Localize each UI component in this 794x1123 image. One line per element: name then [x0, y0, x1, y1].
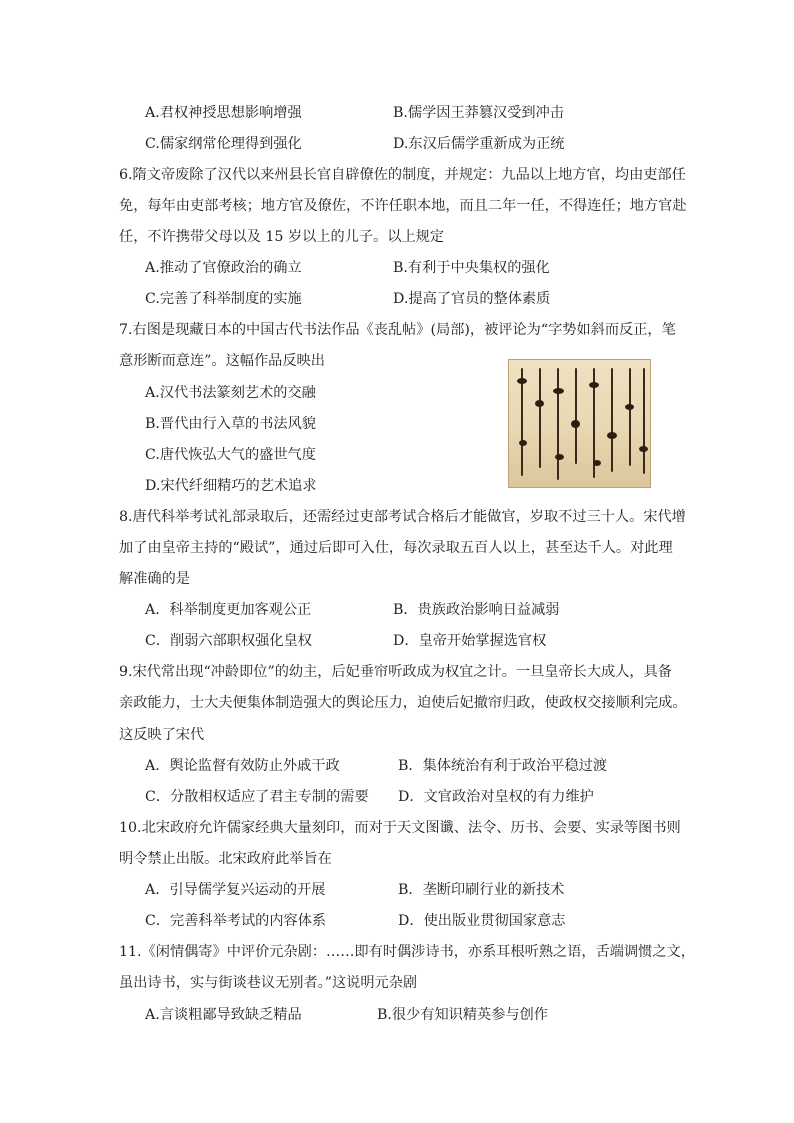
- calligraphy-image: [508, 359, 651, 488]
- q7-option-c: C.唐代恢弘大气的盛世气度: [145, 447, 316, 463]
- q9-option-c: C．分散相权适应了君主专制的需要: [145, 789, 369, 805]
- q7-option-d: D.宋代纤细精巧的艺术追求: [145, 478, 317, 494]
- q10-option-a: A．引导儒学复兴运动的开展: [145, 882, 326, 898]
- q10-option-d: D．使出版业贯彻国家意志: [398, 913, 566, 929]
- q5-option-d: D.东汉后儒学重新成为正统: [393, 136, 565, 152]
- q9-stem-line-3: 这反映了宋代: [119, 727, 205, 743]
- q6-option-a: A.推动了官僚政治的确立: [145, 260, 302, 276]
- q7-option-a: A.汉代书法篆刻艺术的交融: [145, 385, 316, 401]
- q9-stem-line-1: 9.宋代常出现“冲龄即位”的幼主，后妃垂帘听政成为权宜之计。一旦皇帝长大成人，具备: [119, 664, 672, 680]
- q9-option-b: B．集体统治有利于政治平稳过渡: [398, 758, 608, 774]
- q8-option-d: D．皇帝开始掌握选官权: [393, 633, 547, 649]
- q9-stem-line-2: 亲政能力，士大夫便集体制造强大的舆论压力，迫使后妃撤帘归政，使政权交接顺利完成。: [119, 695, 687, 711]
- q5-option-c: C.儒家纲常伦理得到强化: [145, 136, 302, 152]
- q10-stem-line-1: 10.北宋政府允许儒家经典大量刻印，而对于天文图谶、法令、历书、会要、实录等图书则: [119, 820, 681, 836]
- q5-option-a: A.君权神授思想影响增强: [145, 105, 302, 121]
- q9-option-a: A．舆论监督有效防止外戚干政: [145, 758, 340, 774]
- q6-option-d: D.提高了官员的整体素质: [393, 291, 551, 307]
- q11-option-b: B.很少有知识精英参与创作: [377, 1007, 548, 1023]
- q8-option-a: A．科举制度更加客观公正: [145, 602, 312, 618]
- q7-stem-line-2: 意形断而意连”。这幅作品反映出: [119, 353, 325, 369]
- q7-stem-line-1: 7.右图是现藏日本的中国古代书法作品《丧乱帖》(局部)，被评论为“字势如斜而反正，笔: [119, 322, 676, 338]
- q8-stem-line-2: 加了由皇帝主持的“殿试”，通过后即可入仕，每次录取五百人以上，甚至达千人。对此理: [119, 540, 673, 556]
- q8-stem-line-1: 8.唐代科举考试礼部录取后，还需经过吏部考试合格后才能做官，岁取不过三十人。宋代增: [119, 509, 686, 525]
- q8-option-b: B．贵族政治影响日益减弱: [393, 602, 560, 618]
- q6-option-c: C.完善了科举制度的实施: [145, 291, 302, 307]
- q10-option-b: B．垄断印刷行业的新技术: [398, 882, 565, 898]
- q9-option-d: D．文官政治对皇权的有力维护: [398, 789, 594, 805]
- q11-option-a: A.言谈粗鄙导致缺乏精品: [145, 1007, 302, 1023]
- q6-option-b: B.有利于中央集权的强化: [393, 260, 550, 276]
- q6-stem-line-2: 免，每年由吏部考核；地方官及僚佐，不许任职本地，而且二年一任，不得连任；地方官赴: [119, 198, 687, 214]
- q5-option-b: B.儒学因王莽篡汉受到冲击: [393, 105, 564, 121]
- q8-stem-line-3: 解准确的是: [119, 571, 190, 587]
- q7-option-b: B.晋代由行入草的书法风貌: [145, 416, 316, 432]
- q8-option-c: C．削弱六部职权强化皇权: [145, 633, 312, 649]
- q11-stem-line-2: 虽出诗书，实与街谈巷议无别者。”这说明元杂剧: [119, 975, 418, 991]
- q10-option-c: C．完善科举考试的内容体系: [145, 913, 327, 929]
- q11-stem-line-1: 11.《闲情偶寄》中评价元杂剧：……即有时偶涉诗书，亦系耳根听熟之语，舌端调惯之文，: [119, 944, 695, 960]
- q10-stem-line-2: 明令禁止出版。北宋政府此举旨在: [119, 851, 332, 867]
- q6-stem-line-1: 6.隋文帝废除了汉代以来州县长官自辟僚佐的制度，并规定：九品以上地方官，均由吏部任: [119, 167, 686, 183]
- q6-stem-line-3: 任，不许携带父母以及 15 岁以上的儿子。以上规定: [119, 229, 445, 245]
